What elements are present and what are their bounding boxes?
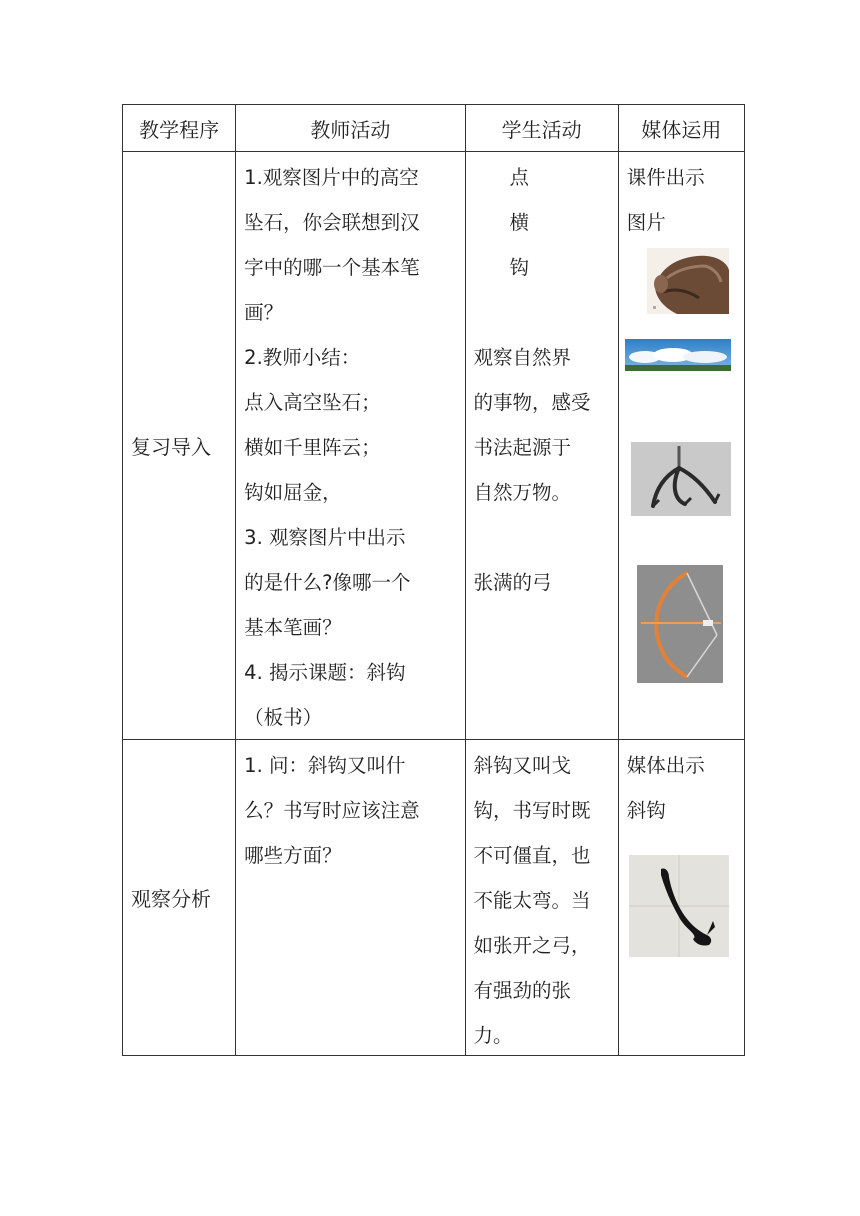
teacher-line: 4. 揭示课题：斜钩 [244, 661, 406, 684]
media-line: 斜钩 [626, 799, 666, 822]
student-line: 不能太弯。当 [473, 889, 591, 912]
teacher-analysis [236, 740, 465, 1056]
teacher-line: 2.教师小结： [244, 346, 361, 369]
header-teacher: 教师活动 [236, 105, 465, 152]
teacher-line: 么？书写时应该注意 [244, 799, 420, 822]
student-line: 的事物，感受 [473, 391, 591, 414]
teacher-line: 钩如屈金， [244, 481, 342, 504]
teacher-line: 横如千里阵云； [244, 436, 381, 459]
student-bow-text: 张满的弓 [473, 571, 552, 594]
teacher-line: 3. 观察图片中出示 [244, 526, 406, 549]
teacher-line: 画？ [244, 301, 284, 324]
student-line: 斜钩又叫戈 [473, 754, 572, 777]
teacher-line: 哪些方面？ [244, 844, 342, 867]
teacher-line: 1. 问：斜钩又叫什 [244, 754, 406, 777]
stage-analysis: 观察分析 [123, 740, 236, 1056]
student-line: 不可僵直，也 [473, 844, 591, 867]
teacher-line: 字中的哪一个基本笔 [244, 256, 420, 279]
student-line: 自然万物。 [473, 481, 572, 504]
calligraphy-xiegou-image [629, 855, 729, 957]
lesson-plan-table [122, 104, 745, 1056]
cloud-sky-image [625, 339, 731, 371]
teacher-line: 点入高空坠石； [244, 391, 381, 414]
header-procedure: 教学程序 [123, 105, 236, 152]
row-analysis [123, 740, 745, 1056]
student-line: 力。 [473, 1024, 513, 1047]
student-analysis [465, 740, 618, 1056]
bow-image [637, 565, 723, 683]
row-review [123, 152, 745, 740]
student-line: 钩，书写时既 [473, 799, 591, 822]
header-student: 学生活动 [465, 105, 618, 152]
media-review [618, 152, 744, 740]
student-review [465, 152, 618, 740]
rock-image [647, 248, 729, 314]
header-media: 媒体运用 [618, 105, 744, 152]
student-line: 有强劲的张 [473, 979, 572, 1002]
stroke-gou: 钩 [509, 256, 530, 279]
stage-review: 复习导入 [123, 152, 236, 740]
media-line: 课件出示 [626, 166, 705, 189]
media-line: 图片 [626, 211, 666, 234]
teacher-line: 的是什么?像哪一个 [244, 571, 411, 594]
teacher-review [236, 152, 465, 740]
stroke-heng: 横 [509, 211, 530, 234]
student-line: 书法起源于 [473, 436, 572, 459]
teacher-line: 基本笔画？ [244, 616, 342, 639]
media-line: 媒体出示 [626, 754, 705, 777]
media-analysis [618, 740, 744, 1056]
student-line: 如张开之弓， [473, 934, 591, 957]
teacher-line: （板书） [244, 706, 323, 729]
teacher-line: 1.观察图片中的高空 [244, 166, 419, 189]
teacher-line: 坠石，你会联想到汉 [244, 211, 420, 234]
hook-image [631, 442, 731, 516]
student-line: 观察自然界 [473, 346, 572, 369]
stroke-dian: 点 [509, 166, 530, 189]
header-row [123, 105, 745, 152]
